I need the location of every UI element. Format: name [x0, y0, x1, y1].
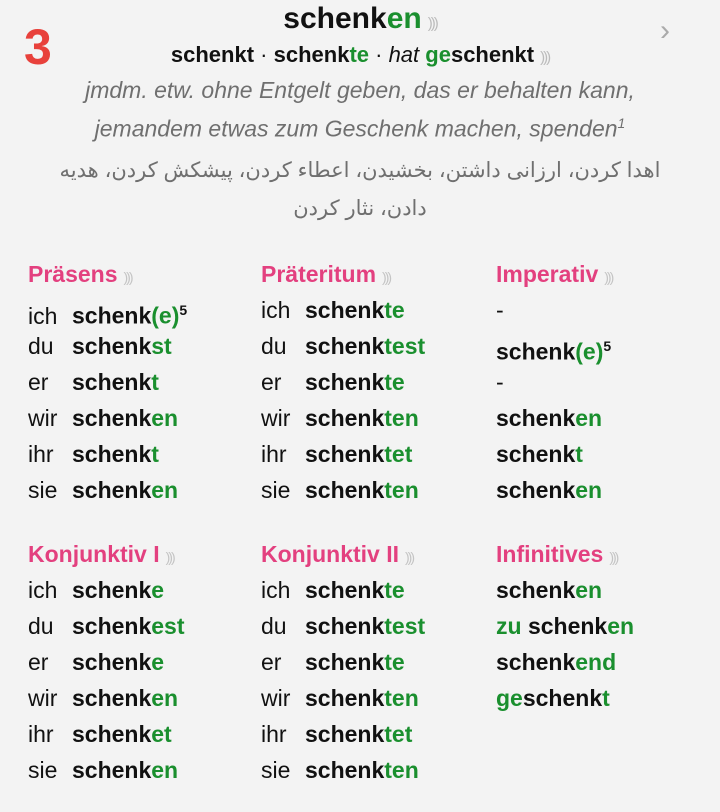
form-stem: schenk: [305, 721, 385, 747]
pronoun: du: [28, 613, 54, 639]
sound-icon[interactable]: ))): [540, 49, 550, 66]
pronoun: wir: [28, 685, 58, 711]
sound-icon[interactable]: ))): [427, 15, 437, 32]
form-ending: ten: [384, 757, 419, 783]
form-ending: te: [384, 649, 405, 675]
pronoun: du: [261, 333, 287, 359]
form-ending: en: [575, 405, 603, 431]
principal-parts: [0, 42, 720, 68]
section-title-text: Imperativ: [496, 261, 599, 287]
meaning-footnote: 1: [617, 115, 626, 131]
sound-icon[interactable]: ))): [165, 549, 174, 565]
section-title: [261, 536, 491, 572]
conjugation-row: [261, 436, 491, 472]
pronoun: ich: [28, 577, 58, 603]
footnote-marker: 5: [179, 302, 188, 318]
form-ending: en: [575, 477, 603, 503]
form-ending: e: [151, 649, 165, 675]
section-title: [28, 536, 258, 572]
pronoun: ihr: [28, 721, 54, 747]
sound-icon[interactable]: ))): [123, 269, 132, 285]
conjugation-row: [261, 644, 491, 680]
form-stem: schenk: [305, 613, 385, 639]
form-ending: e: [151, 577, 165, 603]
section-präteritum: [261, 256, 491, 508]
form-ending: te: [384, 369, 405, 395]
pronoun: wir: [28, 405, 58, 431]
section-title-text: Präteritum: [261, 261, 377, 287]
form-ending: t: [151, 369, 159, 395]
form-ending: ten: [384, 685, 419, 711]
conjugation-row: [28, 472, 258, 508]
sound-icon[interactable]: ))): [382, 269, 391, 285]
form-ending: test: [384, 333, 426, 359]
auxiliary: hat: [388, 42, 426, 67]
form-stem: schenk: [496, 405, 576, 431]
conjugation-row: [28, 572, 258, 608]
participle-prefix: ge: [425, 42, 451, 67]
pronoun: er: [261, 369, 282, 395]
form-stem: schenk: [72, 685, 152, 711]
pronoun: ihr: [28, 441, 54, 467]
form-stem: schenk: [305, 441, 385, 467]
form-stem: -: [496, 369, 504, 395]
form-stem: schenk: [72, 302, 152, 329]
conjugation-row: [496, 400, 720, 436]
preterite-stem: schenk: [273, 42, 350, 67]
conjugation-row: [28, 328, 258, 364]
form-stem: schenk: [72, 333, 152, 359]
pronoun: er: [28, 369, 49, 395]
form-ending: et: [151, 721, 172, 747]
sound-icon[interactable]: ))): [609, 549, 618, 565]
chevron-right-icon[interactable]: ›: [660, 14, 670, 47]
conjugation-row: [261, 328, 491, 364]
form-ending: tet: [384, 441, 413, 467]
form-stem: schenk: [72, 613, 152, 639]
conjugation-row: [496, 328, 720, 364]
form-ending: te: [384, 577, 405, 603]
conjugation-row: [261, 680, 491, 716]
form-ending: en: [151, 757, 179, 783]
meaning-german: [40, 74, 680, 146]
pronoun: du: [261, 613, 287, 639]
form-prefix: zu: [496, 613, 528, 639]
form-stem: schenk: [72, 757, 152, 783]
conjugation-row: [261, 608, 491, 644]
verb-ending: en: [386, 2, 422, 35]
pronoun: sie: [28, 757, 58, 783]
form-ending: en: [607, 613, 635, 639]
form-ending: (e): [575, 338, 604, 365]
form-stem: schenk: [72, 577, 152, 603]
form-stem: schenk: [522, 685, 603, 711]
form-stem: schenk: [305, 297, 385, 323]
form-ending: en: [151, 685, 179, 711]
conjugation-row: [496, 364, 720, 400]
form-ending: (e): [151, 302, 180, 329]
form-stem: schenk: [72, 441, 152, 467]
form-stem: schenk: [72, 405, 152, 431]
verb-stem: schenk: [283, 2, 387, 35]
footnote-marker: 5: [603, 338, 612, 354]
form-ending: en: [151, 477, 179, 503]
section-title: [28, 256, 258, 292]
form-ending: t: [151, 441, 159, 467]
pronoun: sie: [261, 477, 291, 503]
form-stem: schenk: [305, 333, 385, 359]
form-ending: en: [575, 577, 603, 603]
form-ending: st: [151, 333, 172, 359]
form-stem: schenk: [305, 369, 385, 395]
conjugation-row: [261, 716, 491, 752]
conjugation-row: [28, 752, 258, 788]
conjugation-row: [28, 644, 258, 680]
form-stem: -: [496, 297, 504, 323]
form-ending: tet: [384, 721, 413, 747]
section-konjunktiv-i: [28, 536, 258, 788]
verb-infinitive: [0, 2, 720, 36]
pronoun: wir: [261, 685, 291, 711]
section-title: [496, 256, 720, 292]
conjugation-row: [261, 752, 491, 788]
form-stem: schenk: [305, 649, 385, 675]
pronoun: er: [261, 649, 282, 675]
form-ending: test: [384, 613, 426, 639]
form-ending: ten: [384, 477, 419, 503]
card-number: 3: [24, 19, 52, 75]
conjugation-row: [28, 608, 258, 644]
form-stem: schenk: [305, 477, 385, 503]
form-ending: end: [575, 649, 617, 675]
pronoun: ihr: [261, 721, 287, 747]
section-title-text: Konjunktiv II: [261, 541, 399, 567]
conjugation-row: [28, 292, 258, 328]
conjugation-row: [28, 436, 258, 472]
conjugation-row: [496, 472, 720, 508]
form-stem: schenk: [496, 649, 576, 675]
pronoun: er: [28, 649, 49, 675]
form-stem: schenk: [72, 369, 152, 395]
conjugation-row: [496, 572, 720, 608]
section-title: [496, 536, 720, 572]
verb-header: [0, 0, 720, 228]
conjugation-row: [261, 292, 491, 328]
section-title-text: Konjunktiv I: [28, 541, 160, 567]
conjugation-row: [496, 436, 720, 472]
conjugation-row: [496, 292, 720, 328]
pronoun: du: [28, 333, 54, 359]
conjugation-row: [496, 680, 720, 716]
pronoun: ich: [28, 302, 58, 329]
form-stem: schenk: [72, 721, 152, 747]
pronoun: wir: [261, 405, 291, 431]
participle-ending: t: [526, 42, 535, 67]
form-stem: schenk: [496, 477, 576, 503]
participle-stem: schenk: [450, 42, 527, 67]
conjugation-row: [261, 364, 491, 400]
form-ending: ten: [384, 405, 419, 431]
form-stem: schenk: [496, 441, 576, 467]
form-ending: t: [602, 685, 610, 711]
meaning-text: jmdm. etw. ohne Entgelt geben, das er behalten kann, jemandem etwas zum Geschenk machen, spenden: [85, 77, 635, 142]
form-stem: schenk: [305, 685, 385, 711]
form-stem: schenk: [72, 649, 152, 675]
conjugation-row: [261, 472, 491, 508]
section-title-text: Infinitives: [496, 541, 604, 567]
form-stem: schenk: [305, 405, 385, 431]
conjugation-row: [28, 364, 258, 400]
form-stem: schenk: [496, 577, 576, 603]
sound-icon[interactable]: ))): [604, 269, 613, 285]
section-präsens: [28, 256, 258, 508]
form-stem: schenk: [527, 613, 608, 639]
separator: ·: [369, 42, 389, 67]
section-title: [261, 256, 491, 292]
sound-icon[interactable]: ))): [405, 549, 413, 565]
section-imperativ: [496, 256, 720, 508]
pronoun: sie: [28, 477, 58, 503]
conjugation-row: [28, 680, 258, 716]
form-ending: est: [151, 613, 185, 639]
form-ending: en: [151, 405, 179, 431]
conjugation-row: [28, 716, 258, 752]
conjugation-row: [496, 608, 720, 644]
form-stem: schenk: [72, 477, 152, 503]
conjugation-row: [28, 400, 258, 436]
form-stem: schenk: [496, 338, 576, 365]
present-stem: schenk: [170, 42, 247, 67]
pronoun: ich: [261, 577, 291, 603]
conjugation-row: [496, 644, 720, 680]
form-stem: schenk: [305, 577, 385, 603]
section-title-text: Präsens: [28, 261, 118, 287]
preterite-ending: te: [349, 42, 369, 67]
meaning-persian: اهدا کردن، ارزانی داشتن، بخشیدن، اعطاء کردن، پیشکش کردن، هدیه دادن، نثار کردن: [59, 158, 661, 220]
conjugation-row: [261, 572, 491, 608]
section-infinitives: [496, 536, 720, 716]
conjugation-row: [261, 400, 491, 436]
form-stem: schenk: [305, 757, 385, 783]
section-konjunktiv-ii: [261, 536, 491, 788]
form-ending: te: [384, 297, 405, 323]
form-prefix: ge: [496, 685, 523, 711]
pronoun: ich: [261, 297, 291, 323]
form-ending: t: [575, 441, 583, 467]
separator: ·: [254, 42, 274, 67]
pronoun: ihr: [261, 441, 287, 467]
present-ending: t: [246, 42, 255, 67]
pronoun: sie: [261, 757, 291, 783]
